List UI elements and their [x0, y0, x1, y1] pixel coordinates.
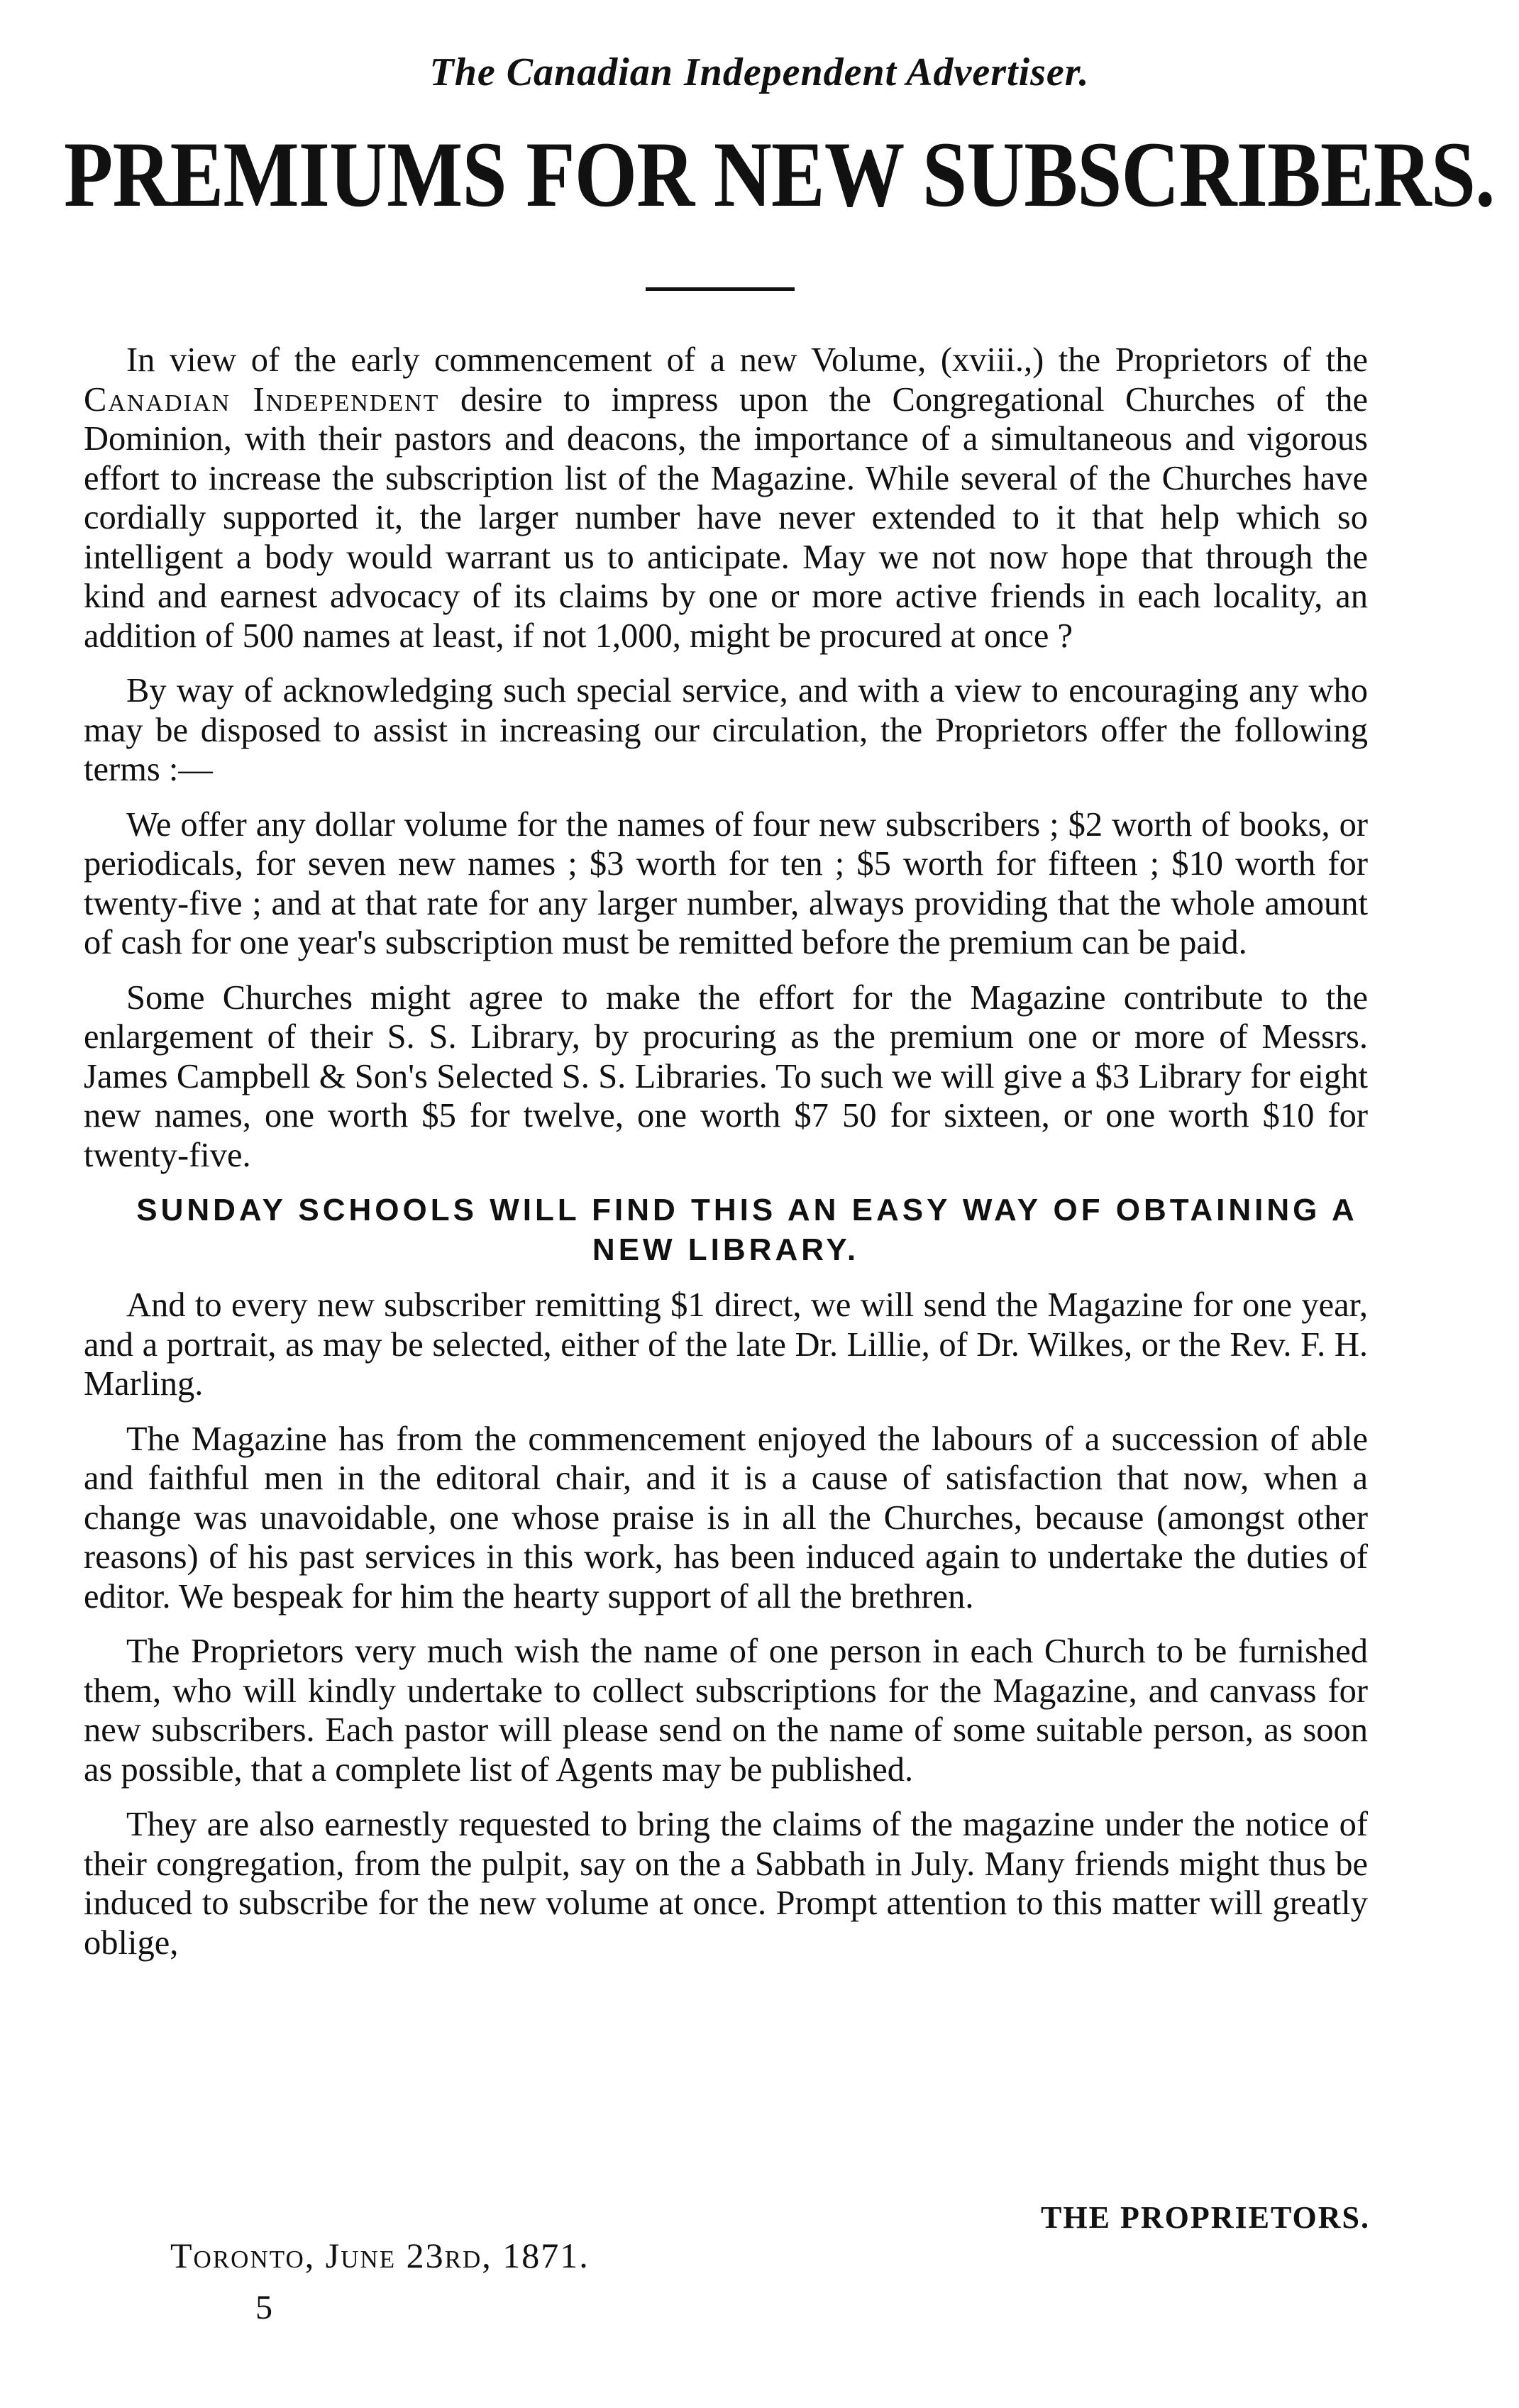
paragraph-intro-text-start: In view of the early commencement of a new Volume, (xviii.,) the Proprietors of the	[126, 341, 1368, 379]
running-title: The Canadian Independent Advertiser.	[429, 50, 1090, 94]
signature: THE PROPRIETORS.	[1041, 2200, 1370, 2235]
body-text	[84, 341, 1368, 1978]
paragraph-agents: The Proprietors very much wish the name of one person in each Church to be furnished them, who will kindly undertake to collect subscriptions for the Magazine, and canvass for new subscribers. Each pastor will please send on the name of some suitable person, as soon as possible, that a complete list of Agents may be published.	[84, 1633, 1368, 1789]
paragraph-acknowledgement: By way of acknowledging such special service, and with a view to encouraging any who may be disposed to assist in increasing our circulation, the Proprietors offer the following terms :—	[84, 672, 1368, 788]
dateline	[170, 2235, 590, 2276]
dateline-text: Toronto, June 23rd, 1871.	[170, 2236, 590, 2275]
paragraph-editor: The Magazine has from the commencement enjoyed the labours of a succession of able and faithful men in the editoral chair, and it is a cause of satisfaction that now, when a change was unavoidable, one whose praise is in all the Churches, because (amongst other reasons) of his past services in this work, has been induced again to undertake the duties of editor. We bespeak for him the hearty support of all the brethren.	[84, 1420, 1368, 1616]
paragraph-request: They are also earnestly requested to bring the claims of the magazine under the notice of their congregation, from the pulpit, say on the a Sabbath in July. Many friends might thus be induced to subscribe for the new volume at once. Prompt attention to this matter will greatly oblige,	[84, 1806, 1368, 1962]
paragraph-portrait-offer: And to every new subscriber remitting $1 direct, we will send the Magazine for one year, and a portrait, as may be selected, either of the late Dr. Lillie, of Dr. Wilkes, or the Rev. F. H. Marling.	[84, 1286, 1368, 1403]
paragraph-terms: We offer any dollar volume for the names of four new subscribers ; $2 worth of books, or periodicals, for seven new names ; $3 worth for ten ; $5 worth for fifteen ; $10 worth for twenty-five ; and at that rate for any larger number, always providing that the whole amount of cash for one year's subscription must be remitted before the premium can be paid.	[84, 805, 1368, 961]
paragraph-library-offer: Some Churches might agree to make the effort for the Magazine contribute to the enlargement of their S. S. Library, by procuring as the premium one or more of Messrs. James Campbell & Son's Selected S. S. Libraries. To such we will give a $3 Library for eight new names, one worth $5 for twelve, one worth $7 50 for sixteen, or one worth $10 for twenty-five.	[84, 978, 1368, 1174]
page-number: 5	[255, 2289, 272, 2326]
page-title: PREMIUMS FOR NEW SUBSCRIBERS.	[64, 122, 1495, 226]
magazine-name: Canadian Independent	[84, 380, 440, 419]
title-divider	[646, 287, 795, 291]
sunday-school-notice: SUNDAY SCHOOLS WILL FIND THIS AN EASY WAY OF OBTAINING A NEW LIBRARY.	[136, 1193, 1358, 1267]
paragraph-intro-text-end: desire to impress upon the Congregational Churches of the Dominion, with their pastors and deacons, the importance of a simultaneous and vigorous effort to increase the subscription list of the Magazine. While several of the Churches have cordially supported it, the larger number have never extended to it that help which so intelligent a body would warrant us to anticipate. May we not now hope that through the kind and earnest advocacy of its claims by one or more active friends in each locality, an addition of 500 names at least, if not 1,000, might be procured at once ?	[84, 380, 1368, 655]
paragraph-intro	[84, 341, 1368, 656]
